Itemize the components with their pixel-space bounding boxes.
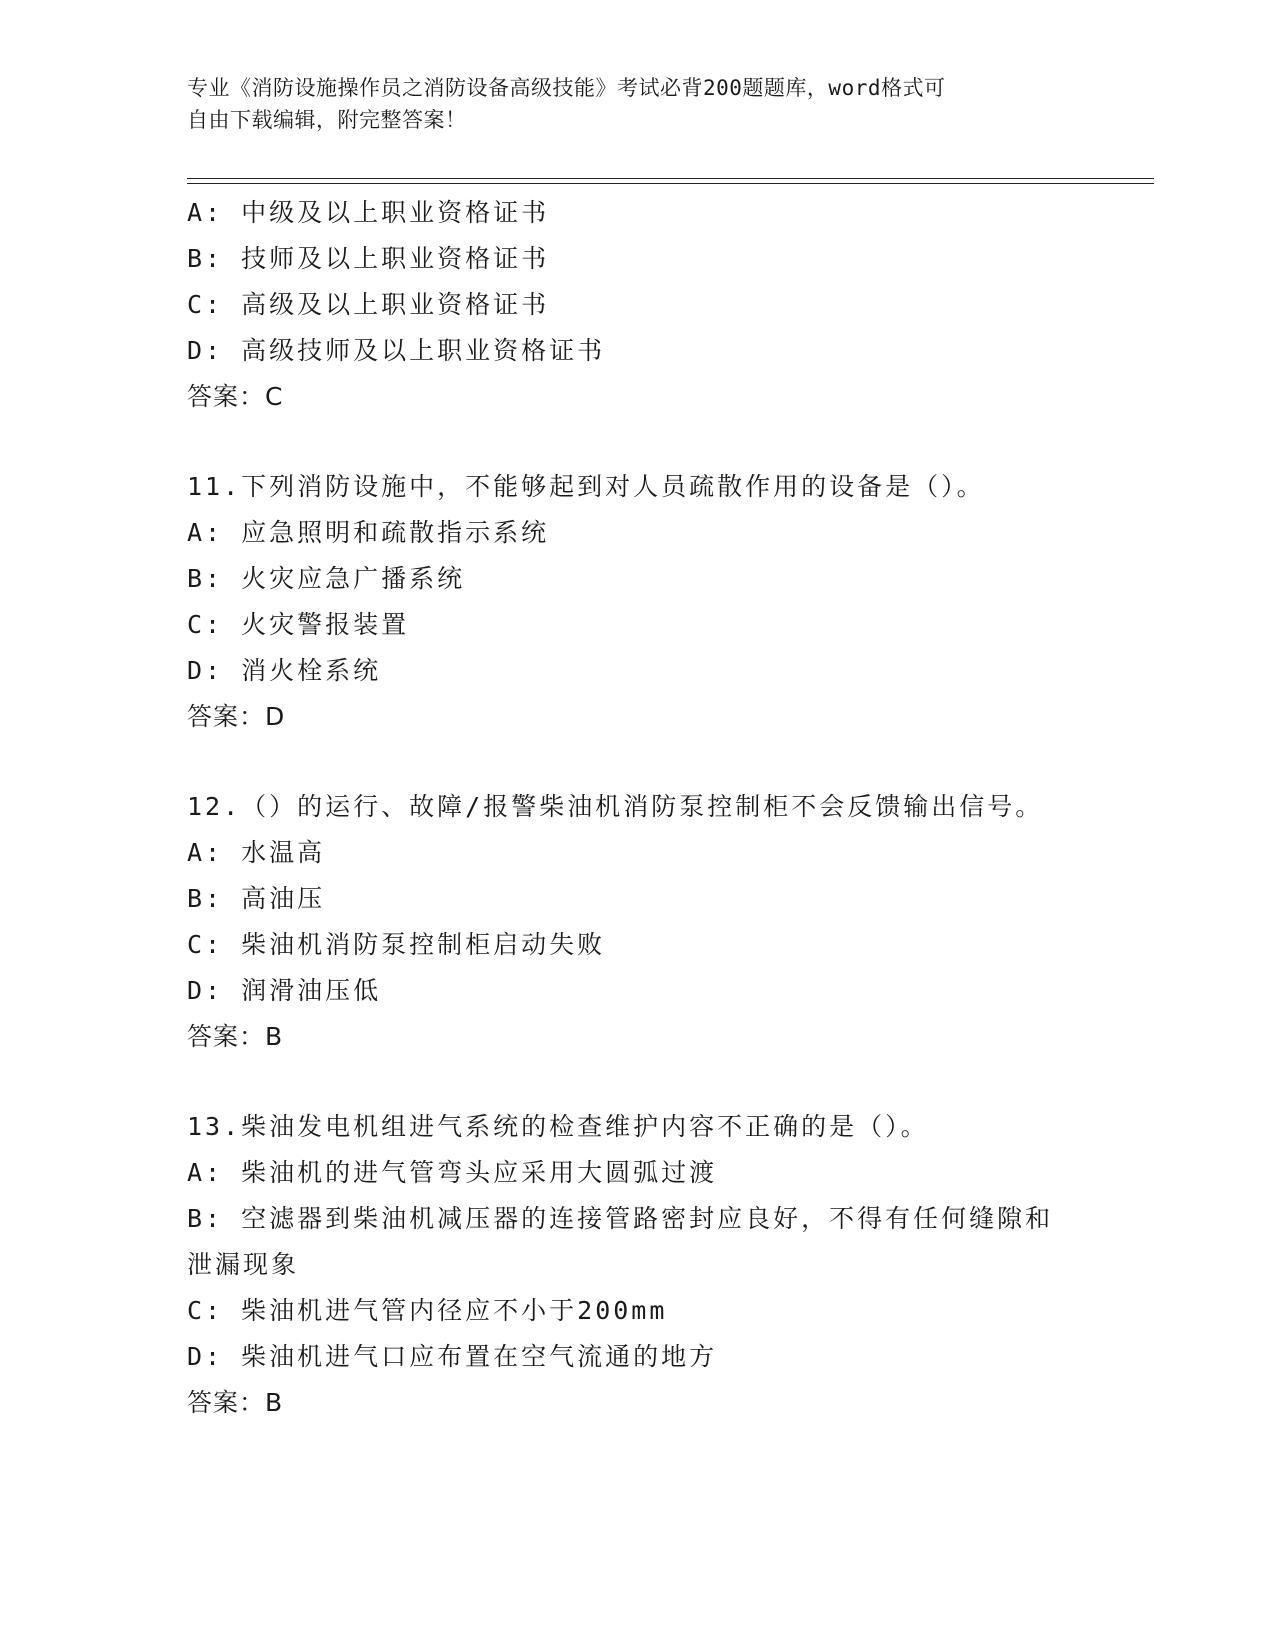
option-d: D: 高级技师及以上职业资格证书 xyxy=(187,336,606,365)
option-a: A: 柴油机的进气管弯头应采用大圆弧过渡 xyxy=(187,1158,718,1187)
option-a: A: 水温高 xyxy=(187,838,326,867)
document-header xyxy=(187,72,1087,136)
option-b: B: 高油压 xyxy=(187,884,326,913)
question-block-10 xyxy=(187,190,1087,420)
question-text: 13.柴油发电机组进气系统的检查维护内容不正确的是（）。 xyxy=(187,1112,929,1141)
question-block-11 xyxy=(187,464,1087,740)
answer-line: 答案：B xyxy=(187,1388,284,1417)
option-b: B: 火灾应急广播系统 xyxy=(187,564,466,593)
option-d: D: 柴油机进气口应布置在空气流通的地方 xyxy=(187,1342,718,1371)
header-line-2: 自由下载编辑，附完整答案！ xyxy=(187,108,467,132)
question-block-12 xyxy=(187,784,1087,1060)
option-b: B: 空滤器到柴油机减压器的连接管路密封应良好，不得有任何缝隙和 xyxy=(187,1204,1054,1233)
header-divider-thick xyxy=(187,178,1154,179)
option-c: C: 柴油机进气管内径应不小于200mm xyxy=(187,1296,668,1325)
option-a: A: 中级及以上职业资格证书 xyxy=(187,198,550,227)
answer-line: 答案：D xyxy=(187,702,286,731)
question-list xyxy=(187,190,1087,1426)
option-b: B: 技师及以上职业资格证书 xyxy=(187,244,550,273)
option-d: D: 消火栓系统 xyxy=(187,656,382,685)
answer-line: 答案：B xyxy=(187,1022,284,1051)
question-block-13 xyxy=(187,1104,1087,1426)
option-c: C: 柴油机消防泵控制柜启动失败 xyxy=(187,930,606,959)
option-a: A: 应急照明和疏散指示系统 xyxy=(187,518,550,547)
option-c: C: 火灾警报装置 xyxy=(187,610,410,639)
option-d: D: 润滑油压低 xyxy=(187,976,382,1005)
header-divider-thin xyxy=(187,183,1154,184)
question-text: 11.下列消防设施中，不能够起到对人员疏散作用的设备是（）。 xyxy=(187,472,985,501)
option-b-continuation: 泄漏现象 xyxy=(187,1250,300,1279)
answer-line: 答案：C xyxy=(187,382,284,411)
option-c: C: 高级及以上职业资格证书 xyxy=(187,290,550,319)
question-text: 12.（）的运行、故障/报警柴油机消防泵控制柜不会反馈输出信号。 xyxy=(187,792,1044,821)
header-line-1: 专业《消防设施操作员之消防设备高级技能》考试必背200题题库，word格式可 xyxy=(187,76,946,100)
